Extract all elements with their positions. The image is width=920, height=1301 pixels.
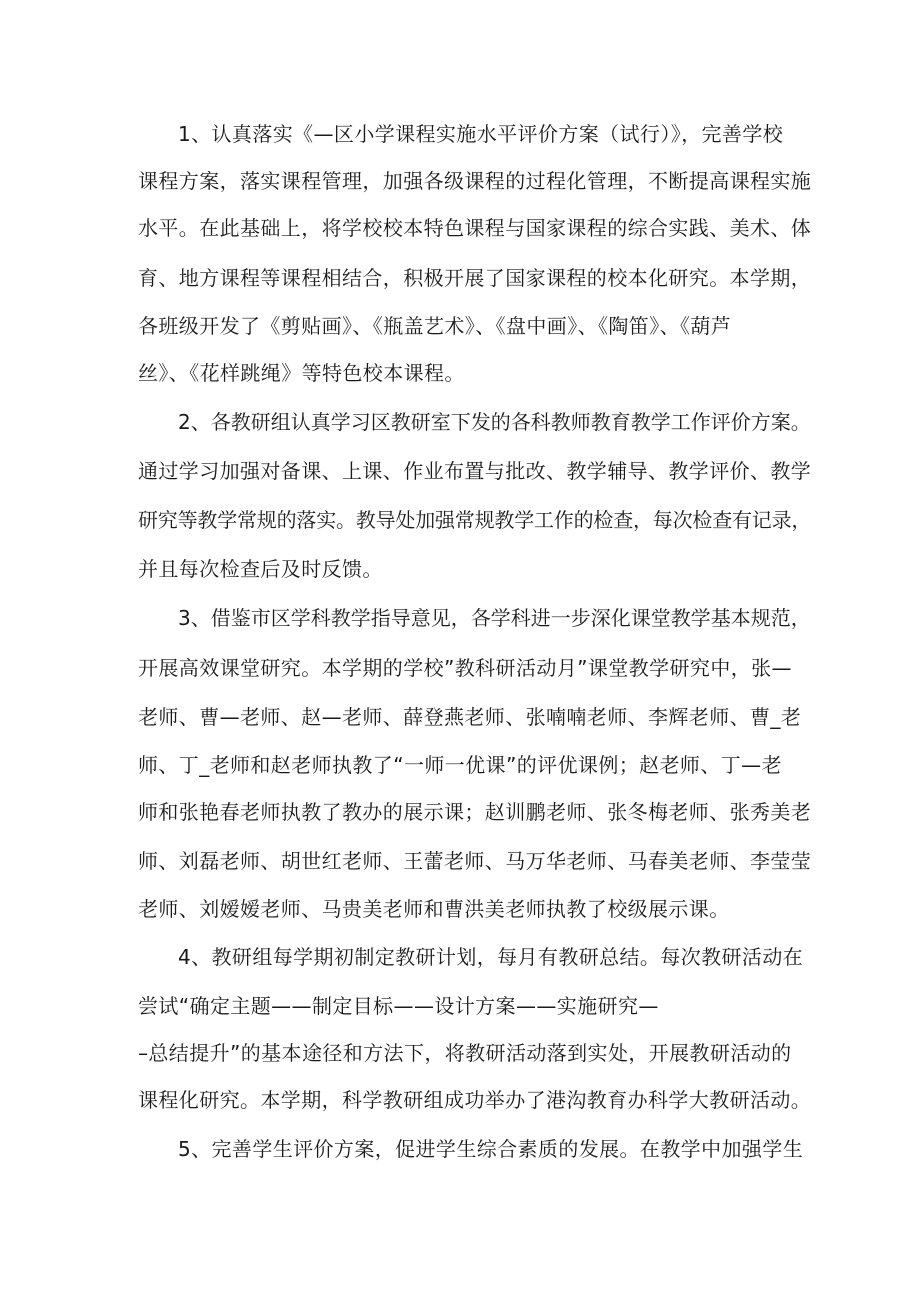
paragraph-3-line-6: 师、刘磊老师、胡世红老师、王蕾老师、马万华老师、马春美老师、李莹莹 [138, 849, 812, 873]
paragraph-1-line-2: 课程方案，落实课程管理，加强各级课程的过程化管理，不断提高课程实施 [138, 169, 812, 193]
paragraph-3-line-7: 老师、刘嫒嫒老师、马贵美老师和曹洪美老师执教了校级展示课。 [138, 897, 730, 921]
paragraph-4-line-3: –总结提升”的基本途径和方法下，将教研活动落到实处，开展教研活动的 [138, 1041, 792, 1065]
paragraph-2-line-3: 研究等教学常规的落实。教导处加强常规教学工作的检查，每次检查有记录， [138, 508, 812, 532]
paragraph-1-line-4: 育、地方课程等课程相结合，积极开展了国家课程的校本化研究。本学期， [138, 266, 812, 290]
paragraph-2-line-2: 通过学习加强对备课、上课、作业布置与批改、教学辅导、教学评价、教学 [138, 459, 812, 483]
paragraph-3-line-2: 开展高效课堂研究。本学期的学校”教科研活动月”课堂教学研究中，张— [138, 656, 792, 680]
paragraph-1-line-5: 各班级开发了《剪贴画》、《瓶盖艺术》、《盘中画》、《陶笛》、《葫芦 [138, 314, 732, 338]
paragraph-3-line-1: 3、借鉴市区学科教学指导意见，各学科进一步深化课堂教学基本规范， [178, 606, 811, 630]
paragraph-2-line-4: 并且每次检查后及时反馈。 [138, 557, 383, 581]
paragraph-3-line-5: 师和张艳春老师执教了教办的展示课；赵训鹏老师、张冬梅老师、张秀美老 [138, 800, 812, 824]
paragraph-2-line-1: 2、各教研组认真学习区教研室下发的各科教师教育教学工作评价方案。 [178, 410, 811, 434]
paragraph-3-line-3: 老师、曹—老师、赵—老师、薛登燕老师、张喃喃老师、李辉老师、曹_老 [138, 705, 802, 729]
paragraph-5-line-1: 5、完善学生评价方案，促进学生综合素质的发展。在教学中加强学生 [178, 1137, 804, 1161]
paragraph-3-line-4: 师、丁_老师和赵老师执教了“一师一优课”的评优课例；赵老师、丁—老 [138, 753, 782, 777]
paragraph-4-line-1: 4、教研组每学期初制定教研计划，每月有教研总结。每次教研活动在 [178, 945, 804, 969]
paragraph-4-line-4: 课程化研究。本学期，科学教研组成功举办了港沟教育办科学大教研活动。 [138, 1088, 812, 1112]
paragraph-1-line-3: 水平。在此基础上，将学校校本特色课程与国家课程的综合实践、美术、体 [138, 216, 812, 240]
paragraph-1-line-6: 丝》、《花样跳绳》等特色校本课程。 [138, 361, 465, 385]
paragraph-1-line-1: 1、认真落实《—区小学课程实施水平评价方案（试行）》，完善学校 [178, 122, 784, 146]
paragraph-4-line-2: 尝试“确定主题——制定目标——设计方案——实施研究— [138, 994, 659, 1018]
